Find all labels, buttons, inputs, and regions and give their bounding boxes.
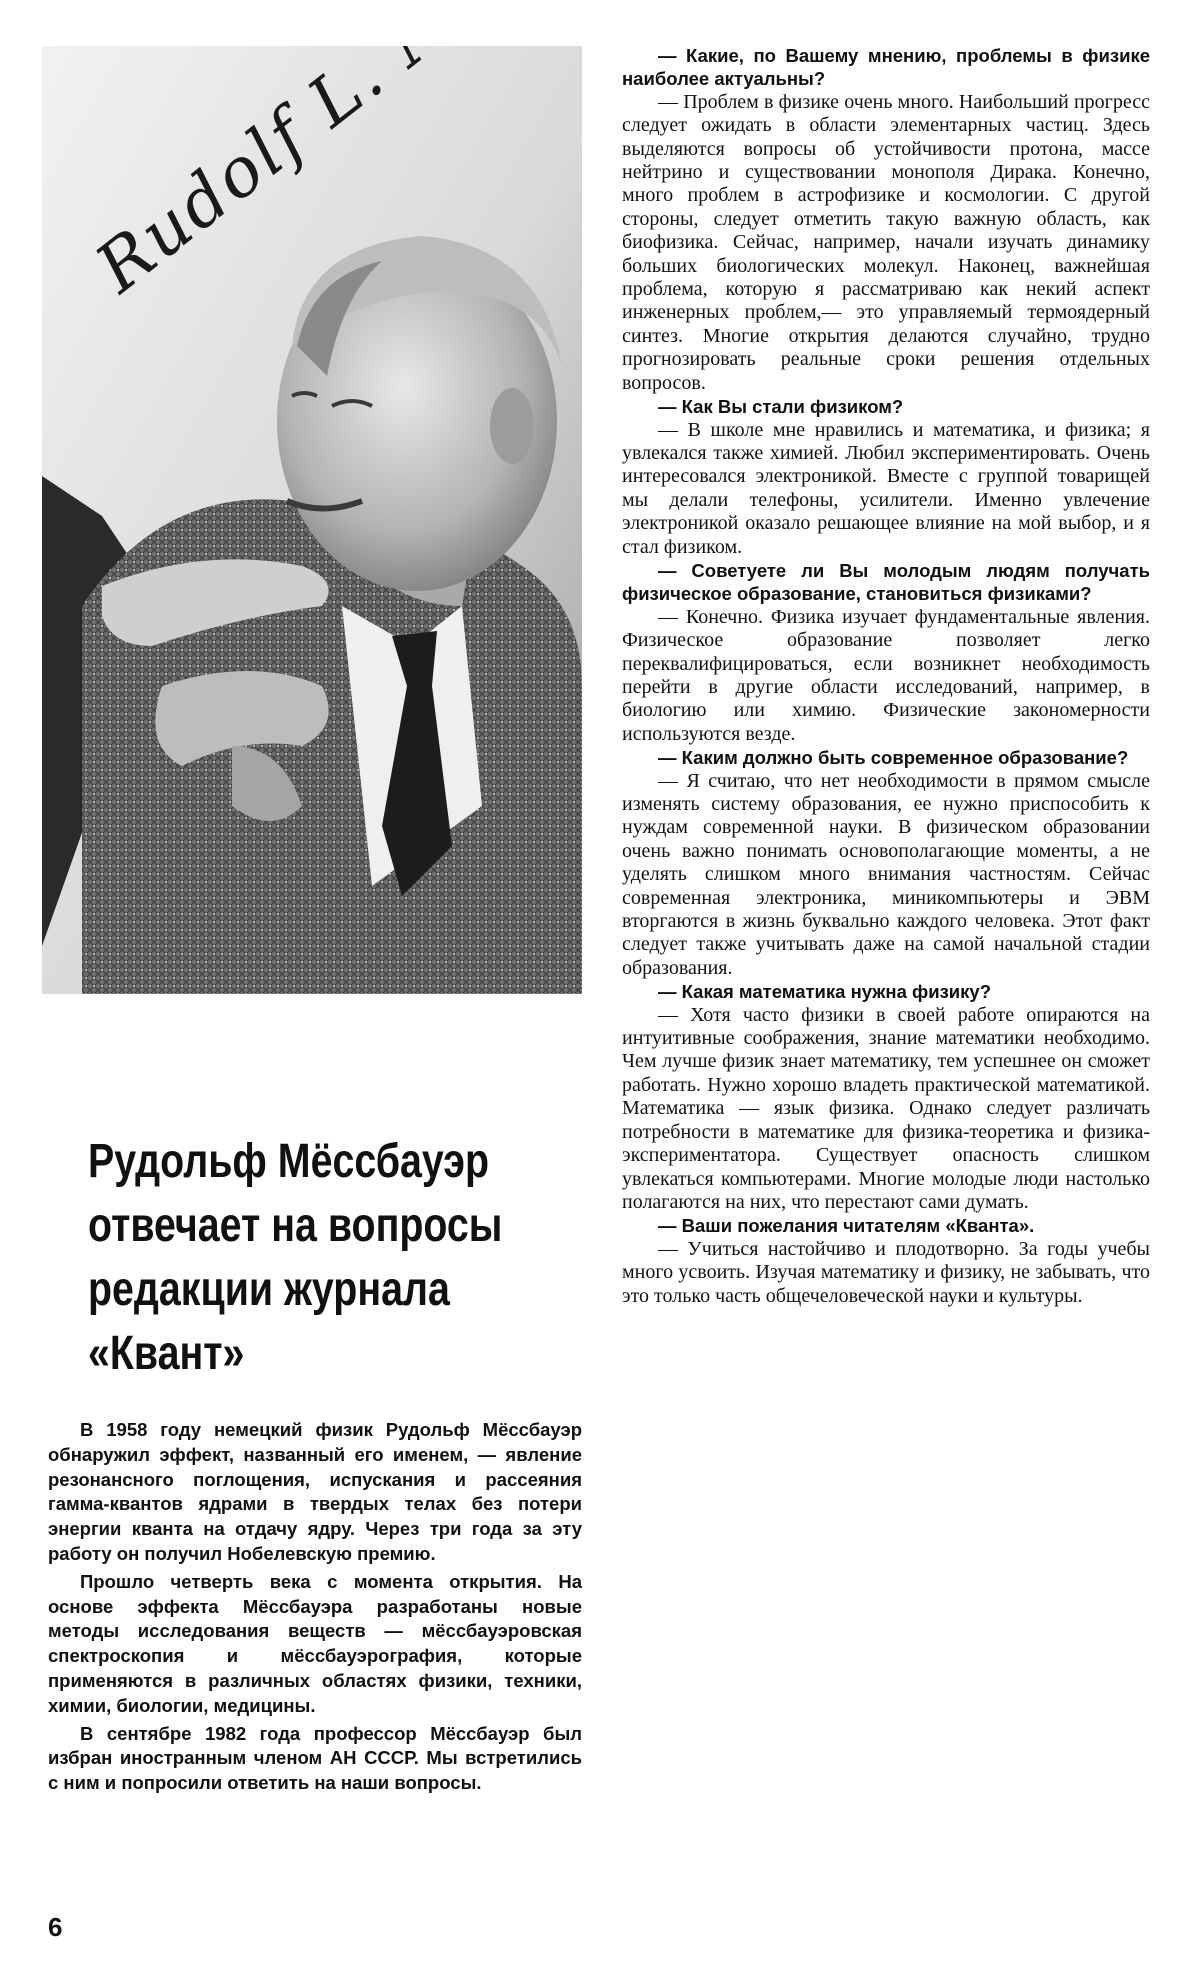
title-line: отвечает на вопросы [88, 1199, 503, 1252]
page-number: 6 [48, 1912, 63, 1942]
interview-answer: — Конечно. Физика изучает фундаментальные явления. Физическое образование позволяет легко переквалифицироваться, если возникнет необходимость перейти в другие области исследований, например, в биологию или химию. Физические закономерности используются везде. [622, 605, 1150, 745]
interview-answer: — Учиться настойчиво и плодотворно. За годы учебы много усвоить. Изучая математику и физику, не забывать, что это только часть общечеловеческой науки и культуры. [622, 1237, 1150, 1307]
intro-paragraph: В сентябре 1982 года профессор Мёссбауэр был избран иностранным членом АН СССР. Мы встретились с ним и попросили ответить на наши вопросы. [48, 1722, 582, 1794]
interview-question: — Каким должно быть современное образование? [658, 747, 1129, 769]
interview-answer: — В школе мне нравились и математика, и физика; я увлекался также химией. Любил экспериментировать. Очень интересовался электроникой. Вместе с группой товарищей мы делали телефоны, усилители. Именно увлечение электроникой оказало решающее влияние на мой выбор, и я стал физиком. [622, 418, 1150, 558]
intro-paragraph: В 1958 году немецкий физик Рудольф Мёссбауэр обнаружил эффект, названный его именем, — явление резонансного поглощения, испускания и рассеяния гамма-квантов ядрами в твердых телах без потери энергии кванта на отдачу ядру. Через три года за эту работу он получил Нобелевскую премию. [48, 1419, 582, 1564]
interview-answer: — Я считаю, что нет необходимости в прямом смысле изменять систему образования, ее нужно приспособить к нуждам современной науки. В физическом образовании очень важно понимать основополагающие моменты, а не уделять слишком много внимания частностям. Сейчас современная электроника, миникомпьютеры и ЭВМ вторгаются в жизнь буквально каждого человека. Этот факт следует также учитывать даже на самой начальной стадии образования. [622, 769, 1150, 979]
title-line: Рудольф Мёссбауэр [88, 1135, 490, 1188]
interview-question: — Какая математика нужна физику? [658, 981, 991, 1003]
interview-question: — Какие, по Вашему мнению, проблемы в физике наиболее актуальны? [622, 45, 1150, 90]
title-line: редакции журнала [88, 1263, 450, 1316]
intro-paragraph: Прошло четверть века с момента открытия. На основе эффекта Мёссбауэра разработаны новые методы исследования веществ — мёссбауэровская спектроскопия и мёссбауэрография, которые применяются в различных областях физики, техники, химии, биологии, медицины. [48, 1570, 582, 1716]
portrait-photo [42, 46, 582, 994]
article-title [88, 1130, 503, 1386]
interview-question: — Советуете ли Вы молодым людям получать физическое образование, становиться физиками? [622, 559, 1150, 605]
interview-answer: — Проблем в физике очень много. Наибольший прогресс следует ожидать в области элементарных частиц. Здесь выделяются вопросы об устойчивости протона, массе нейтрино и существовании монополя Дирака. Конечно, много проблем в астрофизике и космологии. С другой стороны, следует отметить такую важную область, как биофизика. Сейчас, например, начали изучать динамику больших биологических молекул. Наконец, важнейшая проблема, которую я рассматриваю как некий аспект инженерных проблем,— это управляемый термоядерный синтез. Многие открытия делаются случайно, трудно прогнозировать реальные сроки решения отдельных вопросов. [622, 90, 1150, 394]
interview-question: — Ваши пожелания читателям «Кванта». [658, 1215, 1035, 1237]
interview-question: — Как Вы стали физиком? [658, 396, 904, 418]
interview-column [622, 44, 1150, 1308]
portrait-illustration [42, 46, 582, 994]
article-intro [48, 1418, 582, 1799]
title-line: «Квант» [88, 1327, 245, 1380]
interview-answer: — Хотя часто физики в своей работе опираются на интуитивные соображения, знание математики необходимо. Чем лучше физик знает математику, тем успешнее он сможет работать. Нужно хорошо владеть практической математикой. Математика — язык физика. Однако следует различать потребности в математике для физика-теоретика и физика-экспериментатора. Существует опасность слишком увлекаться компьютерами. Многие молодые люди настолько полагаются на них, что перестают сами думать. [622, 1003, 1150, 1213]
